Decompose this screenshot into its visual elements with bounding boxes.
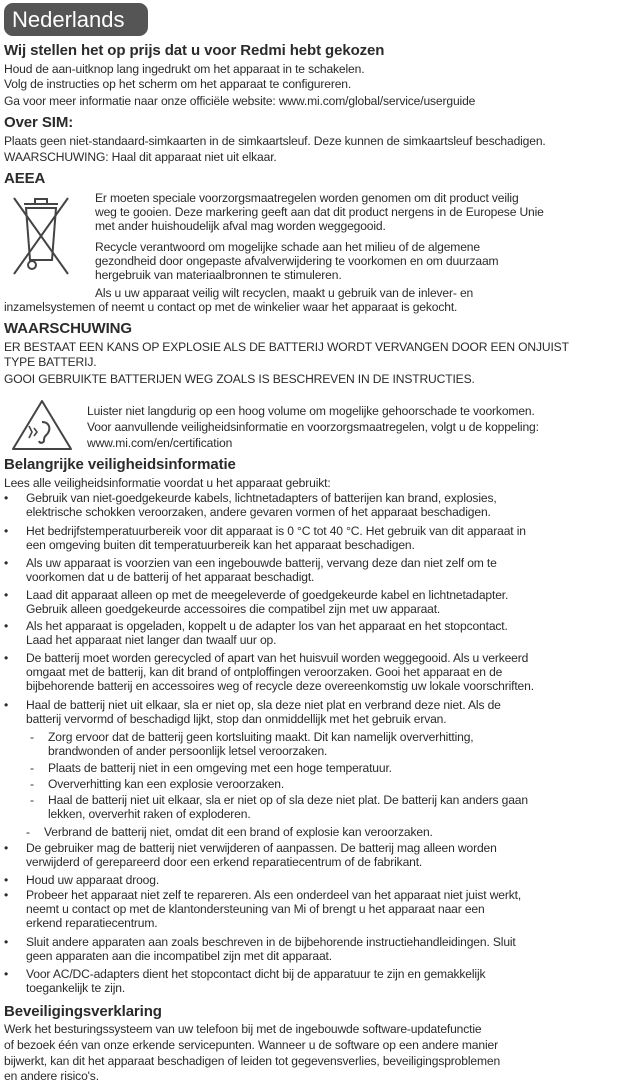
- bullet-symbol: •: [4, 588, 9, 602]
- sub-list-item-line: Zorg ervoor dat de batterij geen kortsluiting maakt. Dit kan namelijk oververhitting,: [48, 730, 474, 744]
- list-item-line: De gebruiker mag de batterij niet verwijderen of aanpassen. De batterij mag alleen worden: [26, 841, 497, 855]
- hearing-line: Voor aanvullende veiligheidsinformatie en voorzorgsmaatregelen, volgt u de koppeling:: [87, 420, 539, 434]
- bullet-symbol: •: [4, 888, 9, 902]
- sub-list-item-line: Oververhitting kan een explosie veroorzaken.: [48, 777, 285, 791]
- list-item-text: [26, 588, 508, 616]
- sub-list-item-line: Haal de batterij niet uit elkaar, sla er niet op of sla deze niet plat. De batterij kan anders gaan: [48, 793, 528, 807]
- bullet-symbol: •: [4, 491, 9, 505]
- intro-title: Wij stellen het op prijs dat u voor Redmi hebt gekozen: [4, 42, 385, 59]
- aeea-paragraph: [95, 191, 519, 205]
- list-item-line: omgaat met de batterij, kan dit brand of ontploffingen veroorzaken. Gooi het apparaat en de: [26, 665, 503, 679]
- aeea-paragraph: [95, 205, 544, 233]
- list-item-line: Als uw apparaat is voorzien van een ingebouwde batterij, vervang deze dan niet zelf om te: [26, 556, 497, 570]
- sub-list-item-text: [48, 730, 474, 758]
- bullet-symbol: •: [4, 651, 9, 665]
- warning-title: WAARSCHUWING: [4, 320, 132, 337]
- bullet-symbol: •: [4, 935, 9, 949]
- list-item-line: Als het apparaat is opgeladen, koppelt u de adapter los van het apparaat en het stopcontact.: [26, 619, 508, 633]
- security-line: en andere risico's.: [4, 1069, 99, 1083]
- sub-list-item-text: [44, 825, 433, 839]
- sub-list-item-text: [48, 761, 392, 775]
- bullet-symbol: •: [4, 873, 9, 887]
- hearing-line: Luister niet langdurig op een hoog volume om mogelijke gehoorschade te voorkomen.: [87, 404, 535, 418]
- list-item-line: Sluit andere apparaten aan zoals beschreven in de bijbehorende instructiehandleidingen. Sluit: [26, 935, 516, 949]
- list-item-line: Voor AC/DC-adapters dient het stopcontact dicht bij de apparatuur te zijn en gemakkelijk: [26, 967, 486, 981]
- aeea-line: hergebruik van materiaalbronnen te stimuleren.: [95, 268, 342, 282]
- list-item-text: [26, 619, 508, 647]
- list-item-line: De batterij moet worden gerecycled of apart van het huisvuil worden weggegooid. Als u verkeerd: [26, 651, 529, 665]
- list-item-line: Gebruik van niet-goedgekeurde kabels, lichtnetadapters of batterijen kan brand, explosies,: [26, 491, 497, 505]
- security-line: bijwerkt, kan dit het apparaat beschadigen of leiden tot gegevensverlies, beveiligingsproblemen: [4, 1054, 501, 1068]
- aeea-paragraph: [95, 240, 498, 282]
- warning-line: GOOI GEBRUIKTE BATTERIJEN WEG ZOALS IS BESCHREVEN IN DE INSTRUCTIES.: [4, 372, 475, 386]
- list-item-line: elektrische schokken veroorzaken, andere gevaren vormen of het apparaat beschadigen.: [26, 505, 491, 519]
- sub-list-item-line: brandwonden of ander persoonlijk letsel veroorzaken.: [48, 744, 328, 758]
- crossed-out-wheelie-bin-icon: [10, 190, 72, 282]
- list-item-text: [26, 888, 521, 930]
- sub-list-item-line: Plaats de batterij niet in een omgeving met een hoge temperatuur.: [48, 761, 392, 775]
- list-item-line: Het bedrijfstemperatuurbereik voor dit apparaat is 0 °C tot 40 °C. Het gebruik van dit apparaat in: [26, 524, 526, 538]
- list-item-text: [26, 935, 516, 963]
- aeea-title: AEEA: [4, 170, 46, 187]
- dash-symbol: -: [30, 730, 34, 744]
- warning-line: ER BESTAAT EEN KANS OP EXPLOSIE ALS DE BATTERIJ WORDT VERVANGEN DOOR EEN ONJUIST: [4, 340, 569, 354]
- hearing-paragraph: [87, 404, 539, 450]
- list-item-text: [26, 698, 501, 726]
- bullet-symbol: •: [4, 556, 9, 570]
- list-item-line: batterij vervormd of beschadigd lijkt, stop dan onmiddellijk met het gebruik ervan.: [26, 712, 447, 726]
- list-item-line: Laad het apparaat niet langer dan twaalf uur op.: [26, 633, 277, 647]
- sim-line: WAARSCHUWING: Haal dit apparaat niet uit elkaar.: [4, 150, 277, 164]
- list-item-text: [26, 841, 497, 869]
- security-title: Beveiligingsverklaring: [4, 1003, 162, 1020]
- bullet-symbol: •: [4, 524, 9, 538]
- intro-line: Ga voor meer informatie naar onze officiële website: www.mi.com/global/service/userguide: [4, 94, 476, 108]
- aeea-line: Er moeten speciale voorzorgsmaatregelen worden genomen om dit product veilig: [95, 191, 519, 205]
- list-item-line: Laad dit apparaat alleen op met de meegeleverde of goedgekeurde kabel en lichtnetadapter.: [26, 588, 509, 602]
- intro-line: Volg de instructies op het scherm om het apparaat te configureren.: [4, 77, 352, 91]
- sim-title: Over SIM:: [4, 114, 74, 131]
- list-item-text: [26, 524, 526, 552]
- list-item-line: voorkomen dat u de batterij of het apparaat beschadigt.: [26, 570, 315, 584]
- safety-title: Belangrijke veiligheidsinformatie: [4, 456, 236, 473]
- sub-list-item-line: lekken, oververhit raken of exploderen.: [48, 807, 251, 821]
- bullet-symbol: •: [4, 619, 9, 633]
- security-line: of bezoek één van onze erkende servicepunten. Wanneer u de software op een andere manier: [4, 1038, 498, 1052]
- list-item-line: neemt u contact op met de klantondersteuning van Mi of brengt u het apparaat naar een: [26, 902, 485, 916]
- list-item-line: geen apparaten aan die incompatibel zijn met dit apparaat.: [26, 949, 332, 963]
- list-item-line: Gebruik alleen goedgekeurde accessoires die compatibel zijn met uw apparaat.: [26, 602, 441, 616]
- hearing-warning-icon: [10, 398, 74, 452]
- dash-symbol: -: [26, 825, 30, 839]
- aeea-line: weg te gooien. Deze markering geeft aan dat dit product nergens in de Europese Unie: [95, 205, 544, 219]
- sim-line: Plaats geen niet-standaard-simkaarten in de simkaartsleuf. Deze kunnen de simkaartsleuf beschadigen.: [4, 134, 546, 148]
- list-item-line: toegankelijk te zijn.: [26, 981, 126, 995]
- security-line: Werk het besturingssysteem van uw telefoon bij met de ingebouwde software-updatefunctie: [4, 1022, 482, 1036]
- dash-symbol: -: [30, 793, 34, 807]
- dash-symbol: -: [30, 761, 34, 775]
- list-item-line: Probeer het apparaat niet zelf te repareren. Als een onderdeel van het apparaat niet juist werkt,: [26, 888, 522, 902]
- list-item-line: Haal de batterij niet uit elkaar, sla er niet op, sla deze niet plat en verbrand deze niet. Als de: [26, 698, 501, 712]
- dash-symbol: -: [30, 777, 34, 791]
- sub-list-item-line: Verbrand de batterij niet, omdat dit een brand of explosie kan veroorzaken.: [44, 825, 433, 839]
- list-item-text: [26, 967, 485, 995]
- list-item-text: [26, 491, 497, 519]
- list-item-text: [26, 651, 534, 693]
- list-item-line: een omgeving buiten dit temperatuurbereik kan het apparaat beschadigen.: [26, 538, 415, 552]
- list-item-text: [26, 556, 497, 584]
- aeea-line: gezondheid door ongepaste afvalverwijdering te voorkomen en om duurzaam: [95, 254, 499, 268]
- aeea-line: met ander huishoudelijk afval mag worden weggegooid.: [95, 219, 386, 233]
- aeea-line: Recycle verantwoord om mogelijke schade aan het milieu of de algemene: [95, 240, 480, 254]
- aeea-line: inzamelsystemen of neemt u contact op met de winkelier waar het apparaat is gekocht.: [4, 300, 458, 314]
- list-item-line: erkend reparatiecentrum.: [26, 916, 158, 930]
- bullet-symbol: •: [4, 841, 9, 855]
- list-item-line: Houd uw apparaat droog.: [26, 873, 160, 887]
- safety-intro: Lees alle veiligheidsinformatie voordat u het apparaat gebruikt:: [4, 476, 331, 490]
- warning-line: TYPE BATTERIJ.: [4, 355, 97, 369]
- hearing-line: www.mi.com/en/certification: [87, 436, 233, 450]
- sub-list-item-text: [48, 777, 284, 791]
- bullet-symbol: •: [4, 967, 9, 981]
- aeea-paragraph: [95, 286, 473, 300]
- aeea-line: Als u uw apparaat veilig wilt recyclen, maakt u gebruik van de inlever- en: [95, 286, 474, 300]
- intro-line: Houd de aan-uitknop lang ingedrukt om het apparaat in te schakelen.: [4, 62, 365, 76]
- list-item-line: bijbehorende batterij en accessoires weg of recycle deze overeenkomstig uw lokale voorschriften.: [26, 679, 534, 693]
- bullet-symbol: •: [4, 698, 9, 712]
- language-badge: Nederlands: [4, 3, 148, 36]
- list-item-text: [26, 873, 159, 887]
- sub-list-item-text: [48, 793, 528, 821]
- list-item-line: verwijderd of gerepareerd door een erkend reparatiecentrum of de fabrikant.: [26, 855, 423, 869]
